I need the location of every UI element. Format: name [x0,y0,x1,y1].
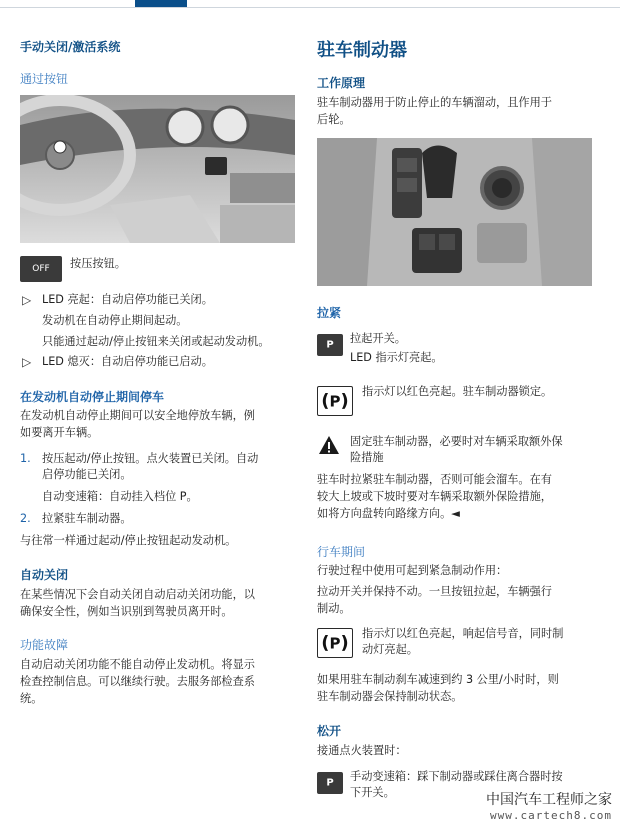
ignition-on-text: 接通点火装置时： [317,744,407,757]
fault-line2: 检查控制信息。可以继续行驶。去服务部检查系 [20,675,255,688]
led-off-text: LED 熄灭：自动启停功能已启动。 [42,355,213,368]
warning-triangle-icon [318,435,340,455]
auto-transmission-text: 自动变速箱：自动挂入档位 P。 [42,490,198,503]
dashboard-illustration [20,95,295,243]
led-on-text: LED 亮起：自动启停功能已关闭。 [42,293,213,306]
warning-body-line2: 较大上坡或下坡时要对车辆采取额外保险措施， [317,490,552,503]
warning-body-line1: 驻车时拉紧驻车制动器，否则可能会溜车。在有 [317,473,552,486]
release-line2: 下开关。 [350,786,395,799]
slow-line2: 驻车制动器会保持制动状态。 [317,690,463,703]
step2-number: 2. [20,512,31,525]
bullet-triangle-icon: ▷ [22,293,32,307]
apply-heading: 拉紧 [317,306,342,320]
step1-line2: 启停功能已关闭。 [42,468,132,481]
release-line1: 手动变速箱：踩下制动器或踩住离合器时按 [350,770,563,783]
driving-heading: 行车期间 [317,545,366,559]
p-symbol-inner: P [329,392,341,411]
center-console-photo [317,138,592,286]
watermark-brand: 中国汽车工程师之家 [486,792,612,808]
press-button-text: 按压按钮。 [70,257,126,270]
bullet-triangle-icon: ▷ [22,355,32,369]
nav-divider [0,7,620,8]
brake-indicator-icon-2 [317,628,353,658]
warning-body-line3: 如将方向盘转向路缘方向。◄ [317,507,460,520]
release-heading: 松开 [317,724,342,738]
watermark [486,789,612,822]
slow-line1: 如果用驻车制动刹车减速到约 3 公里/小时时，则 [317,673,559,686]
auto-off-line2: 确保安全性，例如当识别到驾驶员离开时。 [20,605,233,618]
console-illustration [317,138,592,286]
parking-brake-switch-icon [317,334,343,356]
principle-line1: 驻车制动器用于防止停止的车辆溜动，且作用于 [317,96,552,109]
indicator-signal-line1: 指示灯以红色亮起，响起信号音，同时制 [362,627,564,640]
only-by-button-text: 只能通过起动/停止按钮来关闭或起动发动机。 [42,335,270,348]
auto-off-heading: 自动关闭 [20,568,69,582]
p-symbol-indicator: (P) [321,390,349,412]
driving-line2: 拉动开关并保持不动。一旦按钮拉起，车辆强行 [317,585,552,598]
driving-line3: 制动。 [317,602,351,615]
auto-off-line1: 在某些情况下会自动关闭自动启动关闭功能，以 [20,588,255,601]
p-symbol-indicator-2: (P) [321,632,349,654]
driving-line1: 行驶过程中使用可起到紧急制动作用： [317,564,508,577]
watermark-url: www.cartech8.com [490,809,612,822]
led-lit-text: LED 指示灯亮起。 [350,351,443,364]
p-symbol-2: P [326,777,334,789]
section-title-manual: 手动关闭/激活系统 [20,40,121,54]
start-stop-off-button-icon [20,256,62,282]
brake-indicator-icon [317,386,353,416]
parking-brake-switch-icon-2 [317,772,343,794]
pull-switch-text: 拉起开关。 [350,332,406,345]
p-symbol-inner-2: P [329,634,341,653]
engine-start-text: 发动机在自动停止期间起动。 [42,314,188,327]
p-symbol: P [326,339,334,351]
park-heading: 在发动机自动停止期间停车 [20,390,165,404]
park-intro-line2: 如要离开车辆。 [20,426,99,439]
dashboard-photo [20,95,295,243]
step2-text: 拉紧驻车制动器。 [42,512,132,525]
fault-line3: 统。 [20,692,43,705]
top-nav-bar [0,0,620,8]
step1-number: 1. [20,452,31,465]
step1-line1: 按压起动/停止按钮。点火装置已关闭。自动 [42,452,259,465]
warning-line2: 险措施 [350,451,384,464]
parking-brake-title: 驻车制动器 [317,40,407,61]
subheading-via-button: 通过按钮 [20,72,69,86]
indicator-red-locked-text: 指示灯以红色亮起。驻车制动器锁定。 [362,385,553,398]
principle-heading: 工作原理 [317,76,366,90]
fault-line1: 自动启动关闭功能不能自动停止发动机。将显示 [20,658,255,671]
indicator-signal-line2: 动灯亮起。 [362,643,418,656]
principle-line2: 后轮。 [317,113,351,126]
warning-line1: 固定驻车制动器，必要时对车辆采取额外保 [350,435,563,448]
fault-heading: 功能故障 [20,638,69,652]
park-intro-line1: 在发动机自动停止期间可以安全地停放车辆，例 [20,409,255,422]
off-label: OFF [32,264,50,274]
restart-text: 与往常一样通过起动/停止按钮起动发动机。 [20,534,237,547]
